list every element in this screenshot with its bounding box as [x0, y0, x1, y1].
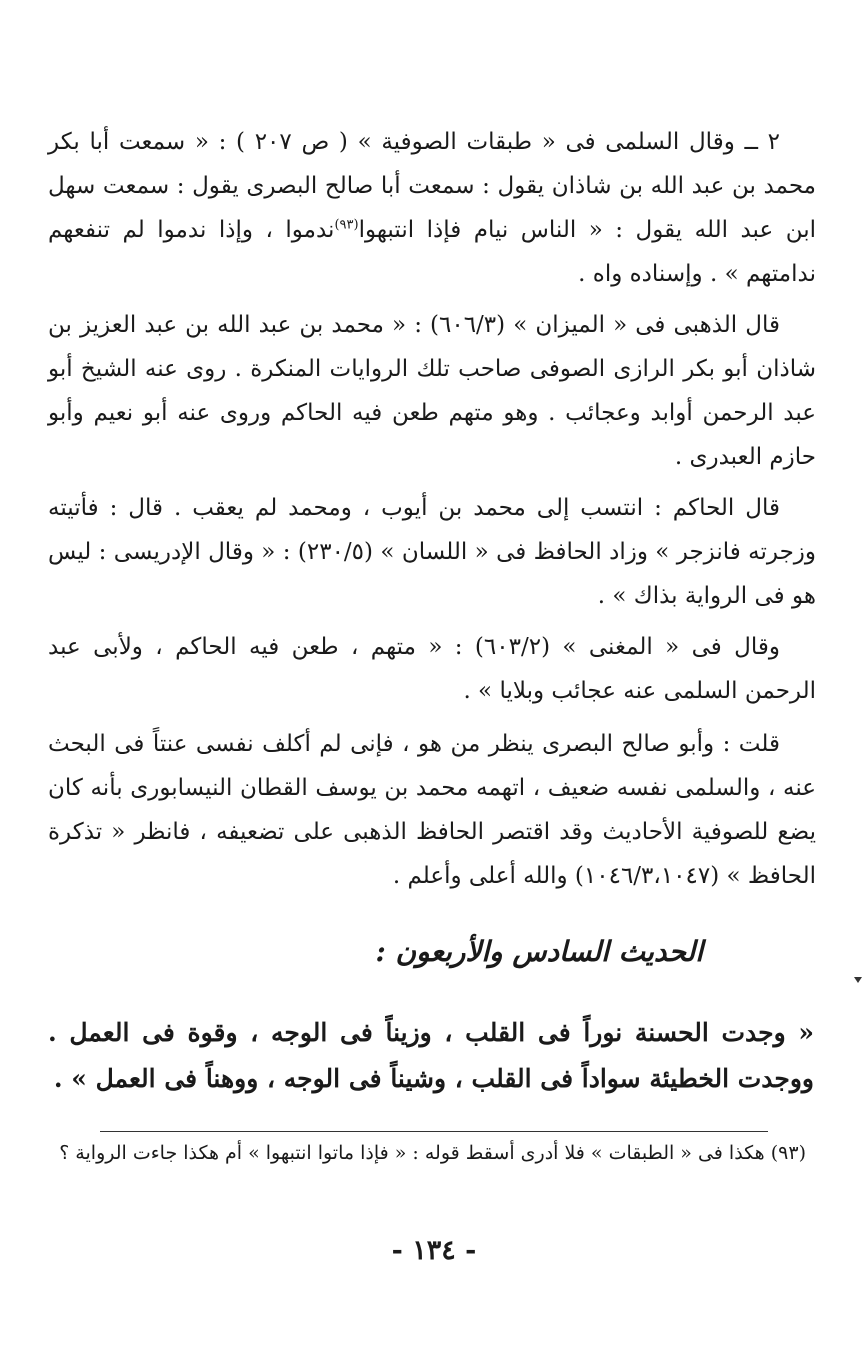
paragraph-salami-quote	[48, 120, 816, 296]
footnote-ref-93[interactable]: (٩٣)	[334, 217, 359, 233]
paragraph-4-text: وقال فى « المغنى » (٦٠٣/٢) : « متهم ، طعن فيه الحاكم ، ولأبى عبد الرحمن السلمى عنه عجائب وبلايا » .	[48, 634, 816, 704]
hadith-text: « وجدت الحسنة نوراً فى القلب ، وزيناً فى الوجه ، وقوة فى العمل . ووجدت الخطيئة سواداً فى القلب ، وشيناً فى الوجه ، ووهناً فى العمل » .	[48, 1018, 814, 1093]
paragraph-3-text: قال الحاكم : انتسب إلى محمد بن أيوب ، ومحمد لم يعقب . قال : فأتيته وزجرته فانزجر » وزاد الحافظ فى « اللسان » (٢٣٠/٥) : « وقال الإدريسى : ليس هو فى الرواية بذاك » .	[48, 495, 816, 609]
footnote-93: (٩٣) هكذا فى « الطبقات » فلا أدرى أسقط قوله : « فإذا ماتوا انتبهوا » أم هكذا جاءت الرواية ؟	[59, 1142, 806, 1164]
paragraph-author-comment	[48, 722, 816, 898]
section-heading: الحديث السادس والأربعون :	[375, 935, 703, 968]
footnote-divider	[100, 1131, 768, 1132]
paragraph-1-text: ٢ ــ وقال السلمى فى « طبقات الصوفية » ( ص ٢٠٧ ) : « سمعت أبا بكر محمد بن عبد الله بن شاذان يقول : سمعت أبا صالح البصرى يقول : سمعت سهل ابن عبد الله يقول : « الناس نيام فإذا انتبهوا	[48, 129, 816, 243]
paragraph-hakim	[48, 486, 816, 618]
paragraph-1-tail: ندموا ، وإذا ندموا لم تنفعهم ندامتهم » . وإسناده واه .	[48, 217, 816, 287]
paragraph-mughni	[48, 625, 816, 713]
page-edge-marker	[854, 977, 862, 983]
page-number: - ١٣٤ -	[391, 1235, 477, 1266]
paragraph-2-text: قال الذهبى فى « الميزان » (٦٠٦/٣) : « محمد بن عبد الله بن عبد العزيز بن شاذان أبو بكر الرازى الصوفى صاحب تلك الروايات المنكرة . روى عنه الشيخ أبو عبد الرحمن أوابد وعجائب . وهو متهم طعن فيه الحاكم وروى عنه أبو نعيم وأبو حازم العبدرى .	[48, 312, 816, 470]
paragraph-dhahabi-mizan	[48, 303, 816, 479]
paragraph-5-text: قلت : وأبو صالح البصرى ينظر من هو ، فإنى لم أكلف نفسى عنتاً فى البحث عنه ، والسلمى نفسه ضعيف ، اتهمه محمد بن يوسف القطان النيسابورى بأنه كان يضع للصوفية الأحاديث وقد اقتصر الحافظ الذهبى على تضعيفه ، فانظر « تذكرة الحافظ » (١٠٤٦/٣،١٠٤٧) والله أعلى وأعلم .	[48, 731, 816, 889]
